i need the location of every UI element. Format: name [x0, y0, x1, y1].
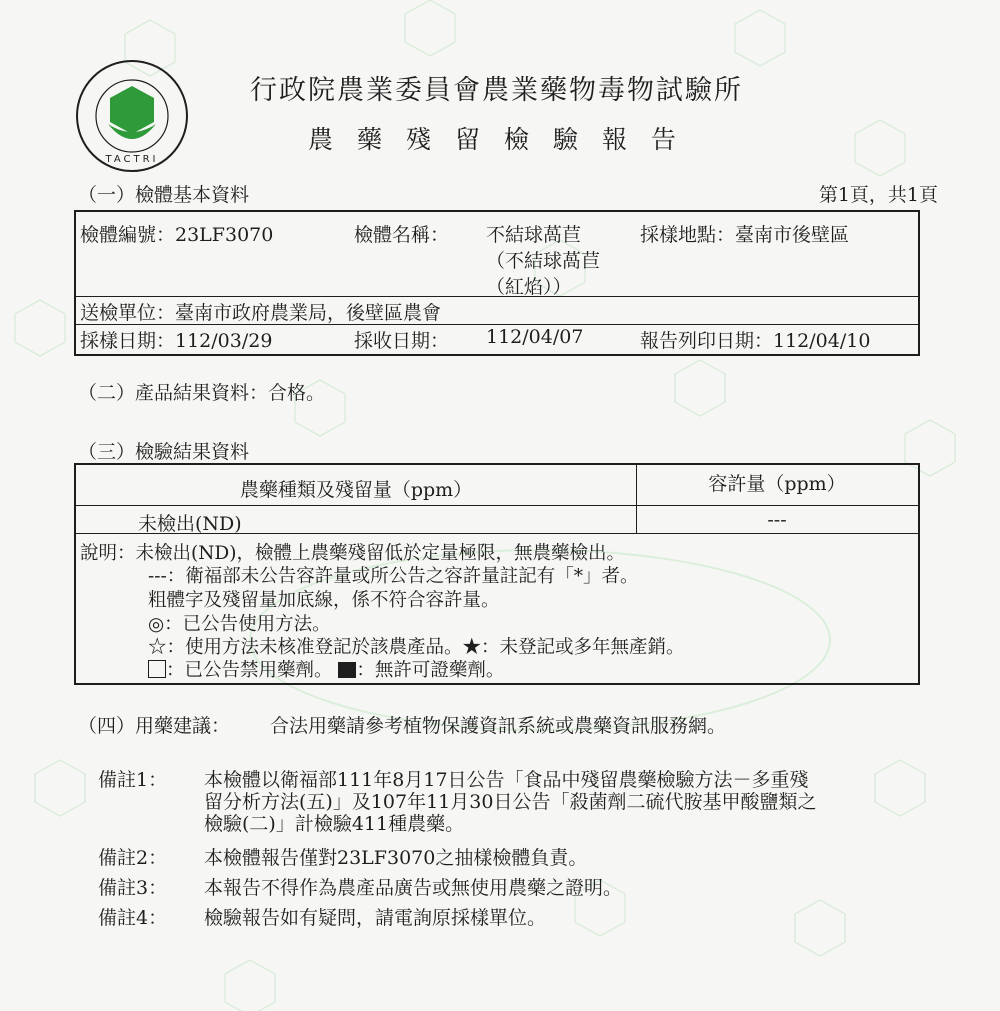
note-line3: 粗體字及殘留量加底線，係不符合容許量。: [148, 590, 500, 611]
received-date: 112/04/07: [486, 326, 584, 348]
sample-name-line3: （紅焰））: [486, 276, 572, 298]
divider: [76, 324, 918, 325]
page-info: 第1頁，共1頁: [818, 184, 938, 206]
note-line4: ◎：已公告使用方法。: [148, 614, 331, 635]
empty-square-icon: [148, 660, 166, 678]
sampling-date: 採樣日期：112/03/29: [80, 330, 273, 352]
remark4-label: 備註4：: [98, 907, 168, 929]
remark3-label: 備註3：: [98, 877, 168, 899]
sample-info-box: [74, 210, 920, 356]
note-line6: ：已公告禁用藥劑。 ：無許可證藥劑。: [148, 656, 504, 682]
note-line5: ☆：使用方法未核准登記於該農產品。★：未登記或多年無產銷。: [148, 637, 685, 658]
sample-name-label: 檢體名稱：: [354, 224, 450, 246]
section1-label: （一）檢體基本資料: [78, 184, 250, 206]
remark4-line1: 檢驗報告如有疑問，請電詢原採樣單位。: [204, 907, 547, 929]
col-header-residue: 農藥種類及殘留量（ppm）: [239, 479, 473, 501]
hollow-star-icon: ☆: [148, 637, 167, 658]
report-title: 農藥殘留檢驗報告: [308, 125, 701, 154]
remark1-label: 備註1：: [98, 769, 168, 791]
remark1-line3: 檢驗(二)」計檢驗411種農藥。: [204, 813, 465, 835]
product-result: （二）產品結果資料：合格。: [78, 382, 326, 404]
tolerance-value: ---: [767, 509, 787, 531]
header-divider: [76, 505, 918, 506]
divider: [76, 296, 918, 297]
solid-star-icon: ★: [462, 637, 482, 658]
note-line2: ---：衛福部未公告容許量或所公告之容許量註記有「*」者。: [148, 566, 639, 587]
sample-name-line2: （不結球萵苣: [486, 250, 601, 272]
result-value: 未檢出(ND): [138, 513, 242, 535]
tactri-seal-icon: [74, 58, 190, 174]
results-table: [74, 463, 920, 685]
svg-text:TACTRI: TACTRI: [105, 154, 159, 165]
usage-advice: 合法用藥請參考植物保護資訊系統或農藥資訊服務網。: [270, 715, 727, 737]
remark2-line1: 本檢體報告僅對23LF3070之抽樣檢體負責。: [204, 847, 588, 869]
received-label: 採收日期：: [354, 330, 450, 352]
submitting-unit: 送檢單位：臺南市政府農業局，後壁區農會: [80, 302, 442, 324]
section3-label: （三）檢驗結果資料: [78, 441, 250, 463]
remark1-line1: 本檢體以衛福部111年8月17日公告「食品中殘留農藥檢驗方法－多重殘: [204, 769, 809, 791]
organization-title: 行政院農業委員會農業藥物毒物試驗所: [250, 75, 743, 106]
sampling-location: 採樣地點：臺南市後壁區: [640, 224, 850, 246]
section4-label: （四）用藥建議：: [78, 715, 231, 737]
remark3-line1: 本報告不得作為農產品廣告或無使用農藥之證明。: [204, 877, 623, 899]
filled-square-icon: [338, 662, 356, 678]
print-date: 報告列印日期：112/04/10: [640, 330, 871, 352]
sample-id: 檢體編號：23LF3070: [80, 224, 274, 246]
sample-name-line1: 不結球萵苣: [486, 224, 582, 246]
remark2-label: 備註2：: [98, 847, 168, 869]
col-header-tolerance: 容許量（ppm）: [708, 473, 846, 495]
remark1-line2: 留分析方法(五)」及107年11月30日公告「殺菌劑二硫代胺基甲酸鹽類之: [204, 791, 817, 813]
double-circle-icon: ◎: [148, 614, 165, 635]
note-line1: 說明：未檢出(ND)，檢體上農藥殘留低於定量極限，無農藥檢出。: [80, 543, 625, 564]
